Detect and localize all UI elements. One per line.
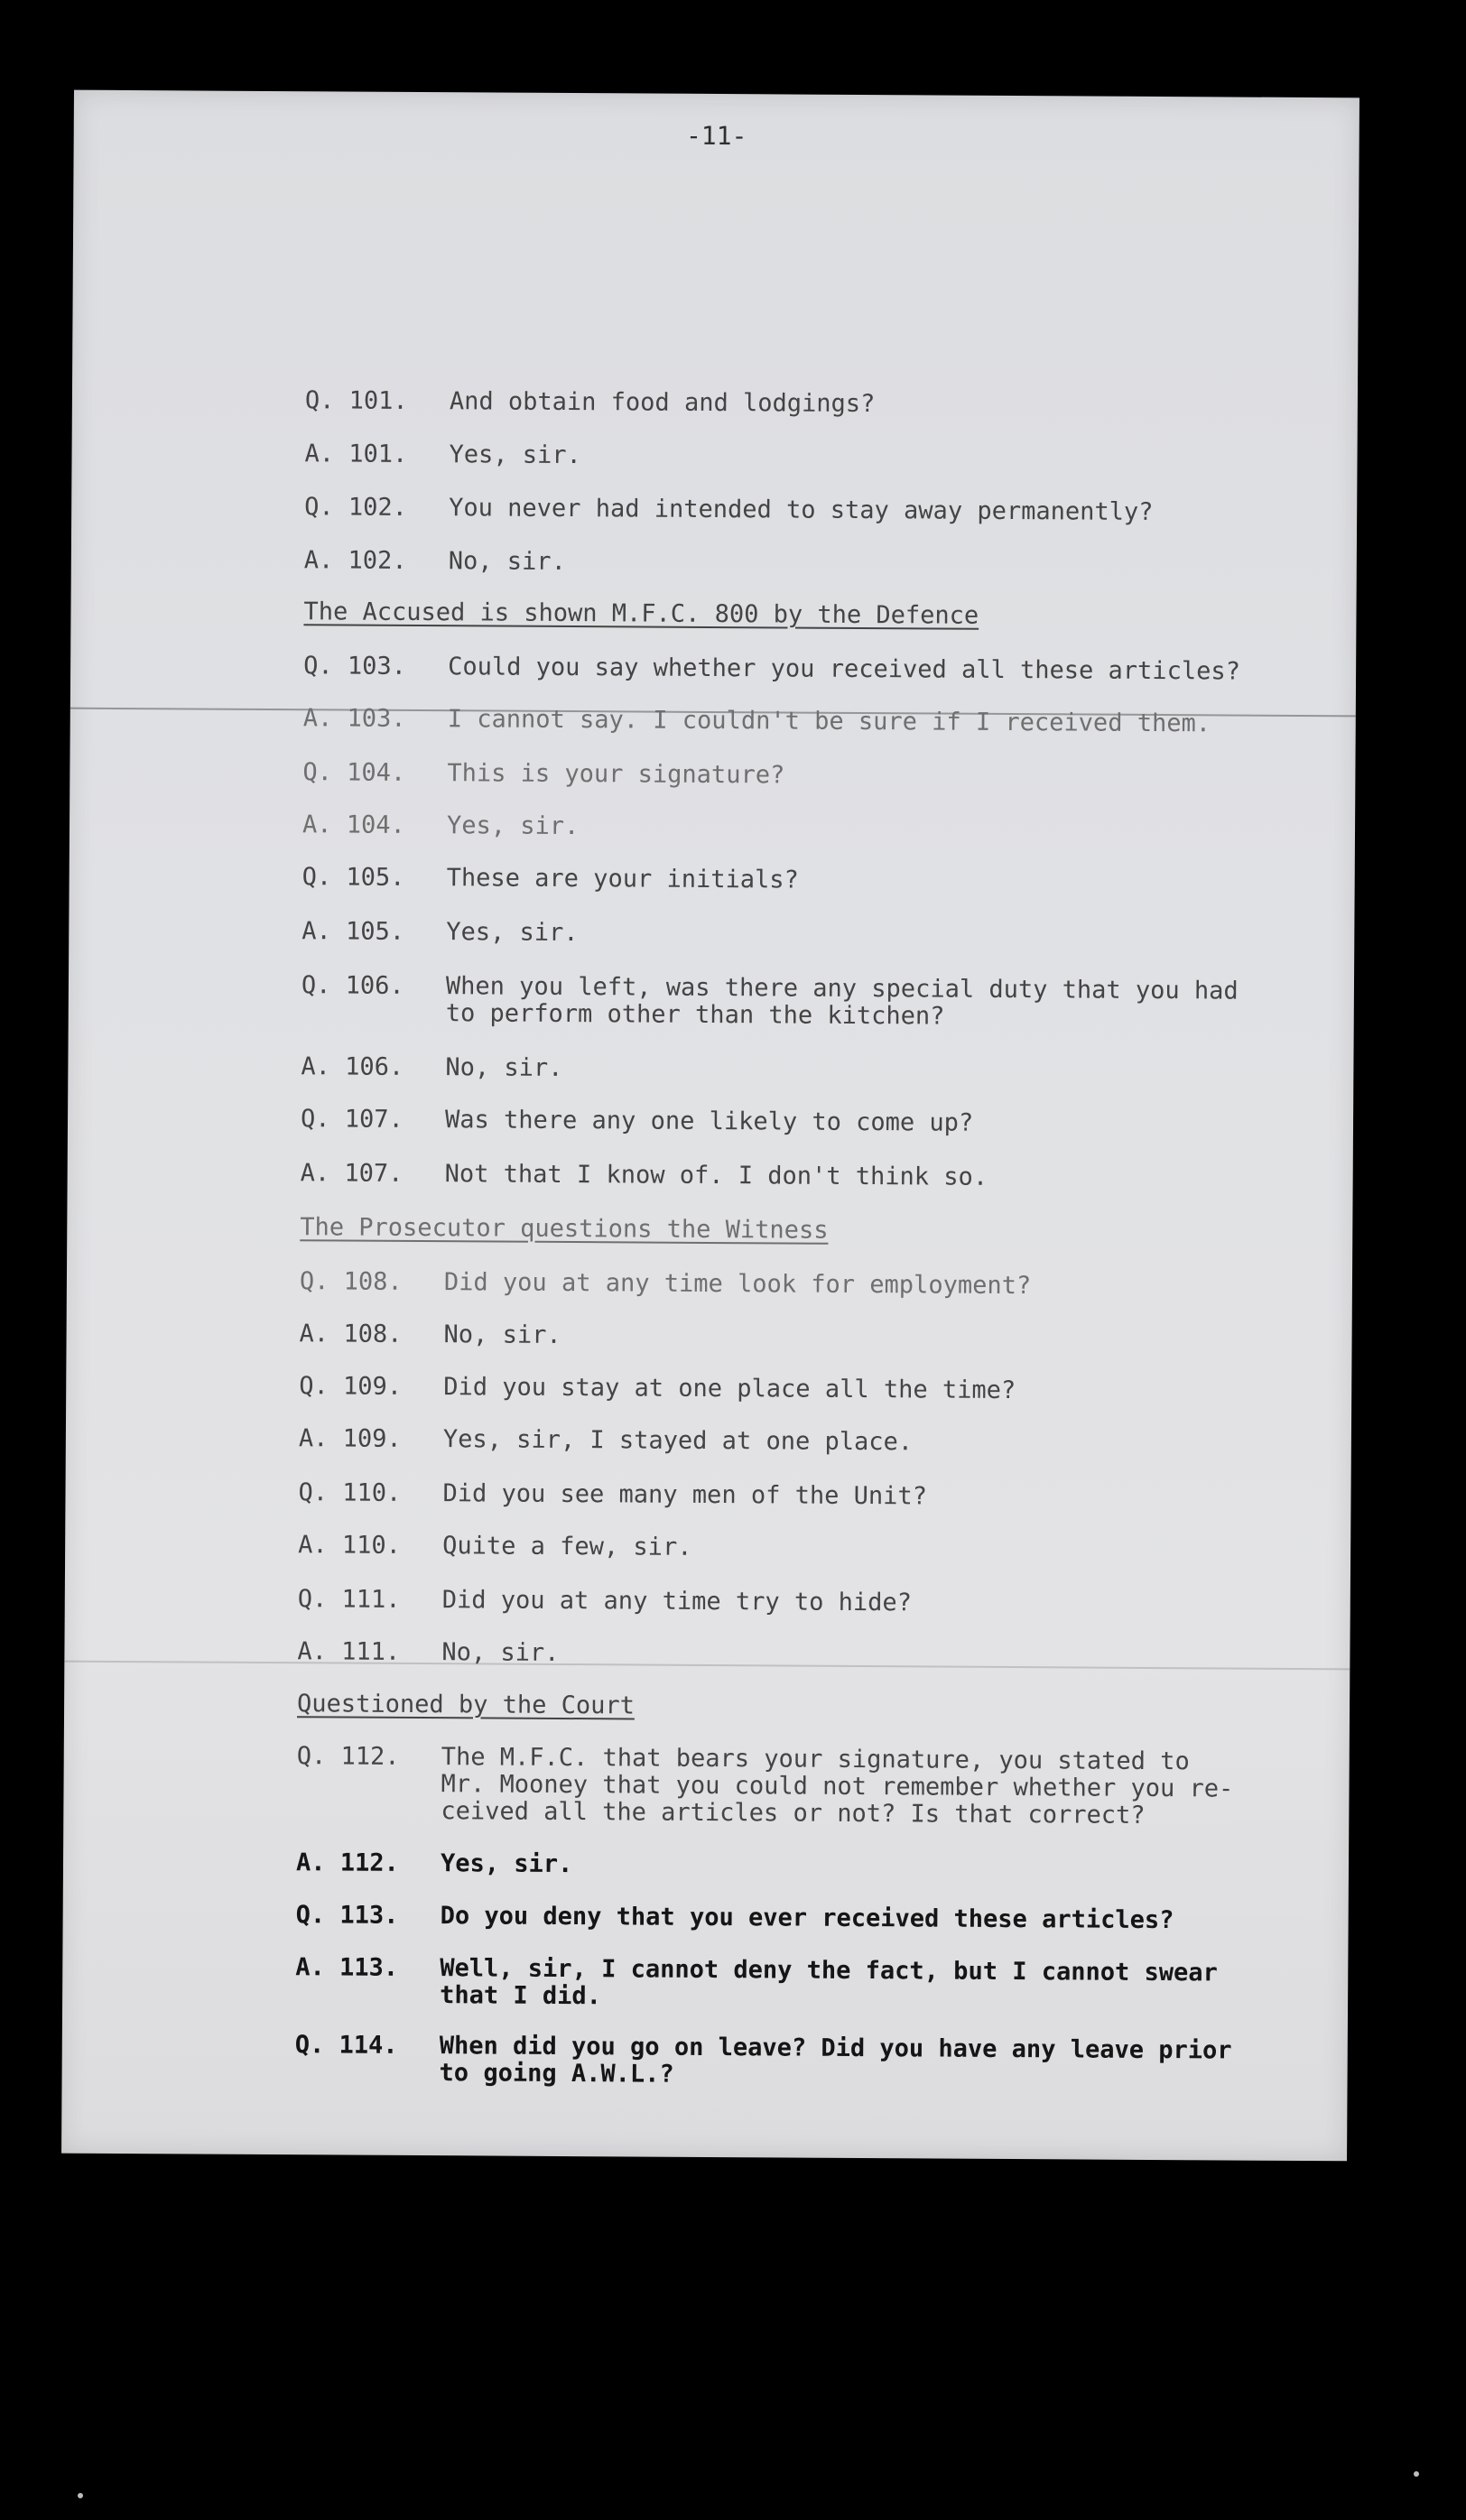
entry-label: A. 101. — [304, 440, 408, 468]
entry-label: Q. 113. — [295, 1901, 399, 1930]
entry-label: Q. 102. — [304, 493, 408, 522]
entry-text: Did you at any time try to hide? — [441, 1586, 913, 1617]
entry-text: Yes, sir. — [440, 1849, 573, 1879]
entry-text: Yes, sir. — [449, 440, 581, 470]
entry-text: Was there any one likely to come up? — [444, 1106, 974, 1137]
entry-label: A. 102. — [303, 546, 407, 575]
entry-text: This is your signature? — [447, 759, 785, 790]
entry-text: Did you stay at one place all the time? — [443, 1373, 1016, 1405]
entry-text: When you left, was there any special duty that you had to perform other than the kitchen? — [445, 972, 1239, 1031]
scan-speck — [1414, 2471, 1419, 2477]
entry-label: A. 109. — [298, 1424, 402, 1453]
scan-speck — [78, 2493, 83, 2498]
entry-text: Yes, sir. — [446, 918, 579, 948]
entry-label: A. 108. — [299, 1320, 403, 1348]
entry-text: And obtain food and lodgings? — [449, 387, 876, 419]
entry-label: A. 106. — [301, 1052, 404, 1081]
answer-109 — [299, 1425, 1328, 1459]
entry-text: Did you see many men of the Unit? — [442, 1479, 928, 1511]
question-108 — [300, 1268, 1329, 1302]
entry-label: Q. 104. — [302, 758, 406, 787]
entry-text: The M.F.C. that bears your signature, you stated to Mr. Mooney that you could not remember whether you re- ceived all the articles or not? Is that correct? — [441, 1743, 1234, 1830]
entry-label: Q. 107. — [300, 1105, 404, 1134]
question-114 — [295, 2032, 1324, 2092]
entry-text: Do you deny that you ever received these articles? — [440, 1902, 1174, 1935]
entry-text: No, sir. — [445, 1053, 563, 1082]
question-110 — [298, 1479, 1327, 1513]
answer-111 — [297, 1638, 1326, 1672]
question-112 — [296, 1743, 1326, 1830]
entry-text: Could you say whether you received all these articles? — [448, 653, 1240, 686]
entry-text: Not that I know of. I don't think so. — [444, 1160, 988, 1191]
answer-103 — [303, 705, 1332, 738]
answer-104 — [302, 811, 1331, 845]
entry-label: Q. 105. — [302, 863, 405, 892]
entry-label: A. 113. — [295, 1953, 399, 1982]
entry-label: Q. 109. — [299, 1372, 403, 1401]
question-104 — [302, 759, 1331, 792]
entry-label: A. 104. — [302, 811, 405, 839]
question-113 — [296, 1902, 1325, 1935]
entry-text: When did you go on leave? Did you have any leave prior to going A.W.L.? — [439, 2032, 1232, 2089]
question-107 — [301, 1106, 1330, 1139]
answer-108 — [300, 1320, 1329, 1354]
answer-112 — [296, 1849, 1325, 1883]
entry-text: Well, sir, I cannot deny the fact, but I cannot swear that I did. — [440, 1954, 1218, 2011]
question-109 — [299, 1373, 1328, 1406]
entry-text: I cannot say. I couldn't be sure if I received them. — [447, 705, 1211, 738]
entry-label: A. 105. — [302, 917, 405, 946]
answer-110 — [298, 1532, 1327, 1565]
entry-label: A. 107. — [300, 1159, 404, 1188]
entry-label: Q. 112. — [296, 1742, 400, 1771]
entry-label: A. 110. — [298, 1531, 402, 1560]
entry-label: Q. 108. — [299, 1267, 403, 1296]
entry-text: Quite a few, sir. — [442, 1532, 692, 1561]
question-101 — [305, 387, 1334, 421]
section-heading-defence: The Accused is shown M.F.C. 800 by the Defence — [303, 598, 979, 630]
entry-label: Q. 111. — [297, 1585, 401, 1614]
answer-101 — [304, 440, 1333, 474]
answer-106 — [301, 1053, 1330, 1087]
answer-102 — [304, 547, 1333, 580]
question-103 — [303, 653, 1332, 686]
entry-text: No, sir. — [443, 1320, 561, 1349]
entry-text: Yes, sir, I stayed at one place. — [442, 1425, 914, 1457]
document-page — [61, 90, 1359, 2162]
entry-text: These are your initials? — [446, 864, 799, 894]
entry-text: Did you at any time look for employment? — [443, 1268, 1032, 1301]
question-111 — [298, 1586, 1327, 1619]
answer-107 — [301, 1160, 1330, 1193]
entry-label: Q. 103. — [303, 652, 407, 681]
question-106 — [302, 972, 1331, 1033]
entry-label: Q. 110. — [298, 1478, 402, 1507]
page-number: -11- — [685, 120, 747, 152]
entry-text: No, sir. — [448, 547, 566, 576]
answer-105 — [302, 918, 1331, 951]
entry-label: A. 103. — [302, 704, 406, 733]
entry-text: No, sir. — [441, 1638, 560, 1667]
answer-113 — [295, 1954, 1324, 2015]
question-102 — [304, 494, 1333, 527]
question-105 — [302, 864, 1331, 897]
entry-text: Yes, sir. — [446, 811, 580, 841]
entry-label: Q. 106. — [301, 971, 404, 1000]
section-heading-prosecutor: The Prosecutor questions the Witness — [300, 1213, 829, 1245]
section-heading-court: Questioned by the Court — [297, 1690, 636, 1720]
entry-label: Q. 101. — [304, 386, 408, 415]
entry-text: You never had intended to stay away permanently? — [449, 494, 1154, 526]
entry-label: Q. 114. — [294, 2031, 398, 2060]
entry-label: A. 111. — [297, 1637, 401, 1666]
entry-label: A. 112. — [295, 1848, 399, 1877]
